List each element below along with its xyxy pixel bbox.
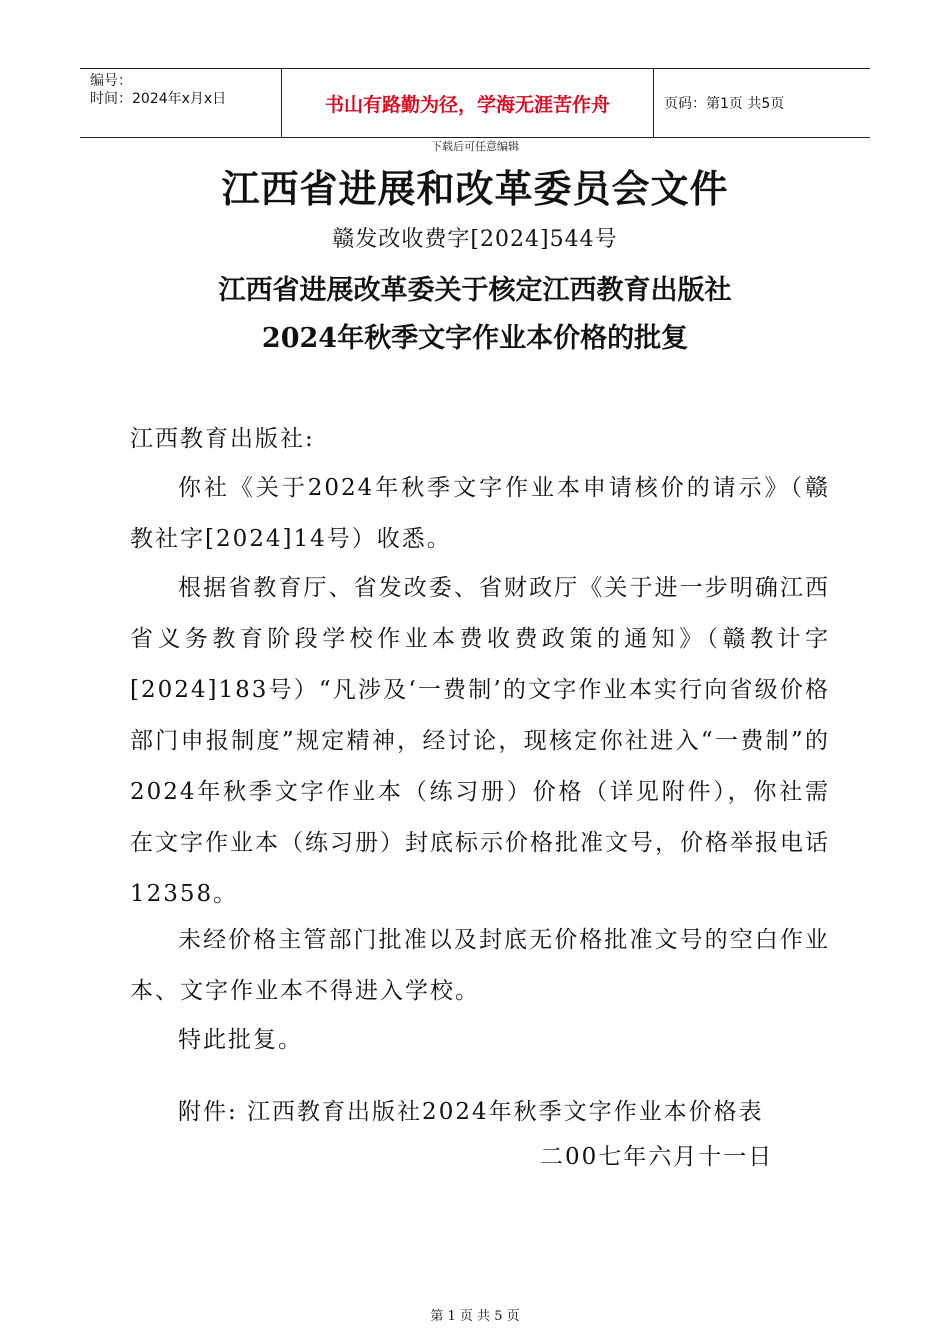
doc-number: 赣发改收费字[2024]544号 (332, 227, 618, 252)
time-label: 时间：2024年x月x日 (90, 91, 227, 107)
attachment-line: 附件: 江西教育出版社2024年秋季文字作业本价格表 (178, 1099, 764, 1125)
header-meta (80, 69, 282, 137)
header-page-info: 页码：第1页 共5页 (664, 96, 785, 112)
paragraph-2: 根据省教育厅、省发改委、省财政厅《关于进一步明确江西省义务教育阶段学校作业本费收费政策的通知》（赣教计字[2024]183号）“凡涉及‘一费制’的文字作业本实行向省级价格部门申报制度”规定精神，经讨论，现核定你社进入“一费制”的2024年秋季文字作业本（练习册）价格（详见附件），你社需在文字作业本（练习册）封底标示价格批准文号，价格举报电话12358。 (130, 575, 830, 907)
paragraph-4: 特此批复。 (178, 1027, 303, 1053)
subtitle-line2: 2024年秋季文字作业本价格的批复 (261, 323, 689, 354)
subtitle-line1: 江西省进展改革委关于核定江西教育出版社 (218, 275, 732, 306)
agency-title: 江西省进展和改革委员会文件 (221, 166, 729, 211)
addressee: 江西教育出版社: (130, 426, 315, 452)
issue-date: 二00七年六月十一日 (540, 1144, 774, 1170)
paragraph-1: 你社《关于2024年秋季文字作业本申请核价的请示》（赣教社字[2024]14号）收悉。 (130, 475, 830, 552)
code-label: 编号： (90, 73, 132, 89)
paragraph-3: 未经价格主管部门批准以及封底无价格批准文号的空白作业本、文字作业本不得进入学校。 (130, 927, 830, 1004)
header-motto: 书山有路勤为径，学海无涯苦作舟 (282, 69, 654, 137)
page-footer: 第 1 页 共 5 页 (430, 1309, 520, 1324)
download-note: 下载后可任意编辑 (431, 140, 519, 153)
header-table (80, 68, 870, 138)
